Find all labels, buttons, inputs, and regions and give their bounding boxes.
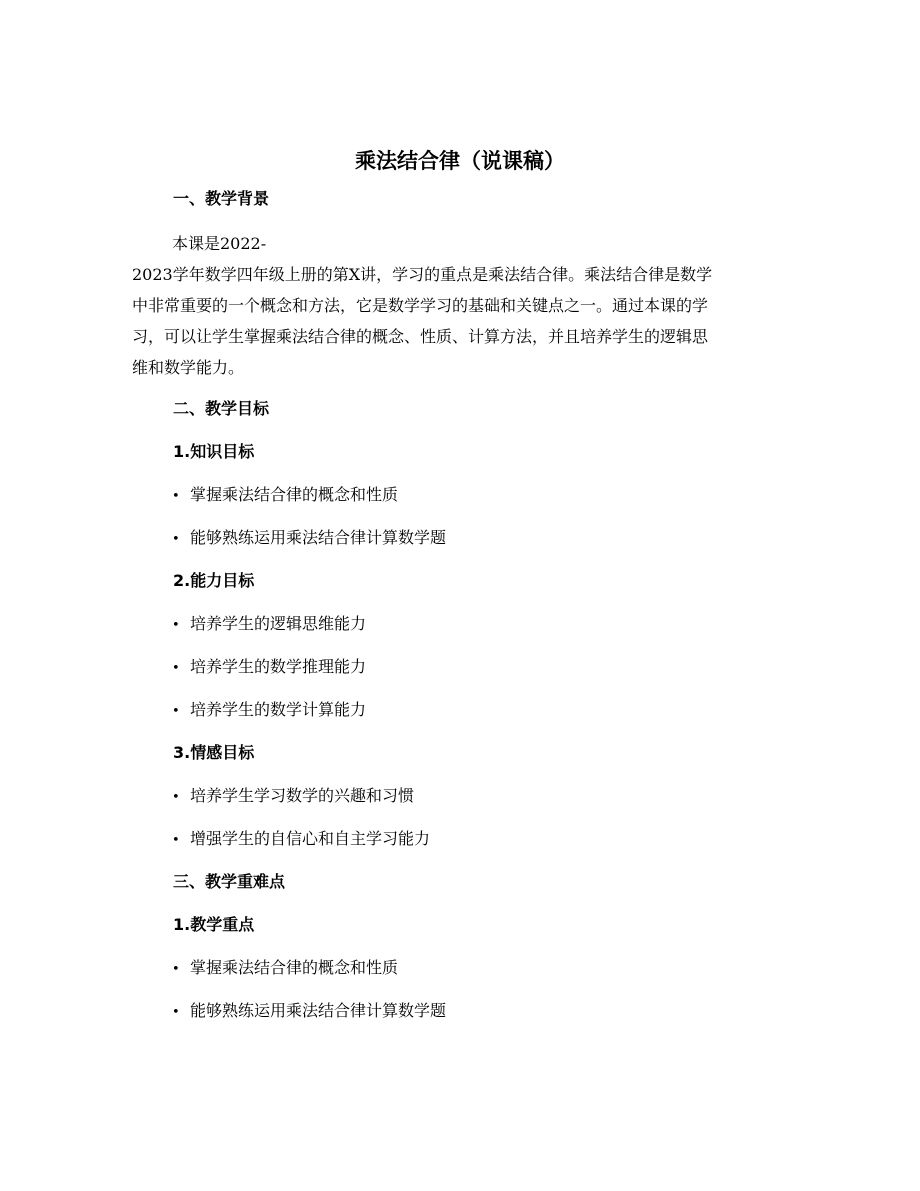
- section-heading-key-difficulties: 三、教学重难点: [173, 872, 286, 891]
- bullet-icon: •: [172, 704, 180, 719]
- subheading-emotional-objectives: 3.情感目标: [173, 743, 255, 762]
- background-paragraph: [132, 228, 792, 383]
- list-item: [172, 655, 366, 681]
- list-item-text: 掌握乘法结合律的概念和性质: [190, 958, 399, 977]
- section-heading-objectives: 二、教学目标: [173, 399, 270, 418]
- list-item-text: 能够熟练运用乘法结合律计算数学题: [190, 1001, 447, 1020]
- subheading-ability-objectives: 2.能力目标: [173, 571, 255, 590]
- bullet-icon: •: [172, 489, 180, 504]
- list-item: [172, 956, 398, 982]
- paragraph-line: 中非常重要的一个概念和方法，它是数学学习的基础和关键点之一。通过本课的学: [132, 296, 709, 315]
- paragraph-line: 本课是2022-: [172, 234, 267, 253]
- list-item-text: 能够熟练运用乘法结合律计算数学题: [190, 528, 447, 547]
- subheading-knowledge-objectives: 1.知识目标: [173, 442, 255, 461]
- paragraph-line: 维和数学能力。: [132, 358, 245, 377]
- list-item-text: 培养学生的数学计算能力: [190, 700, 367, 719]
- paragraph-line: 习，可以让学生掌握乘法结合律的概念、性质、计算方法，并且培养学生的逻辑思: [132, 327, 709, 346]
- bullet-icon: •: [172, 1005, 180, 1020]
- list-item: [172, 483, 398, 509]
- list-item: [172, 698, 366, 724]
- list-item-text: 增强学生的自信心和自主学习能力: [190, 829, 431, 848]
- bullet-icon: •: [172, 618, 180, 633]
- bullet-icon: •: [172, 661, 180, 676]
- list-item: [172, 827, 430, 853]
- bullet-icon: •: [172, 962, 180, 977]
- list-item-text: 培养学生学习数学的兴趣和习惯: [190, 786, 415, 805]
- list-item: [172, 999, 446, 1025]
- bullet-icon: •: [172, 833, 180, 848]
- list-item-text: 培养学生的逻辑思维能力: [190, 614, 367, 633]
- document-title: 乘法结合律（说课稿）: [355, 149, 565, 173]
- paragraph-line: 2023学年数学四年级上册的第X讲，学习的重点是乘法结合律。乘法结合律是数学: [132, 265, 713, 284]
- section-heading-background: 一、教学背景: [173, 189, 270, 208]
- list-item: [172, 784, 414, 810]
- list-item: [172, 612, 366, 638]
- subheading-teaching-focus: 1.教学重点: [173, 915, 255, 934]
- bullet-icon: •: [172, 532, 180, 547]
- list-item: [172, 526, 446, 552]
- list-item-text: 培养学生的数学推理能力: [190, 657, 367, 676]
- bullet-icon: •: [172, 790, 180, 805]
- list-item-text: 掌握乘法结合律的概念和性质: [190, 485, 399, 504]
